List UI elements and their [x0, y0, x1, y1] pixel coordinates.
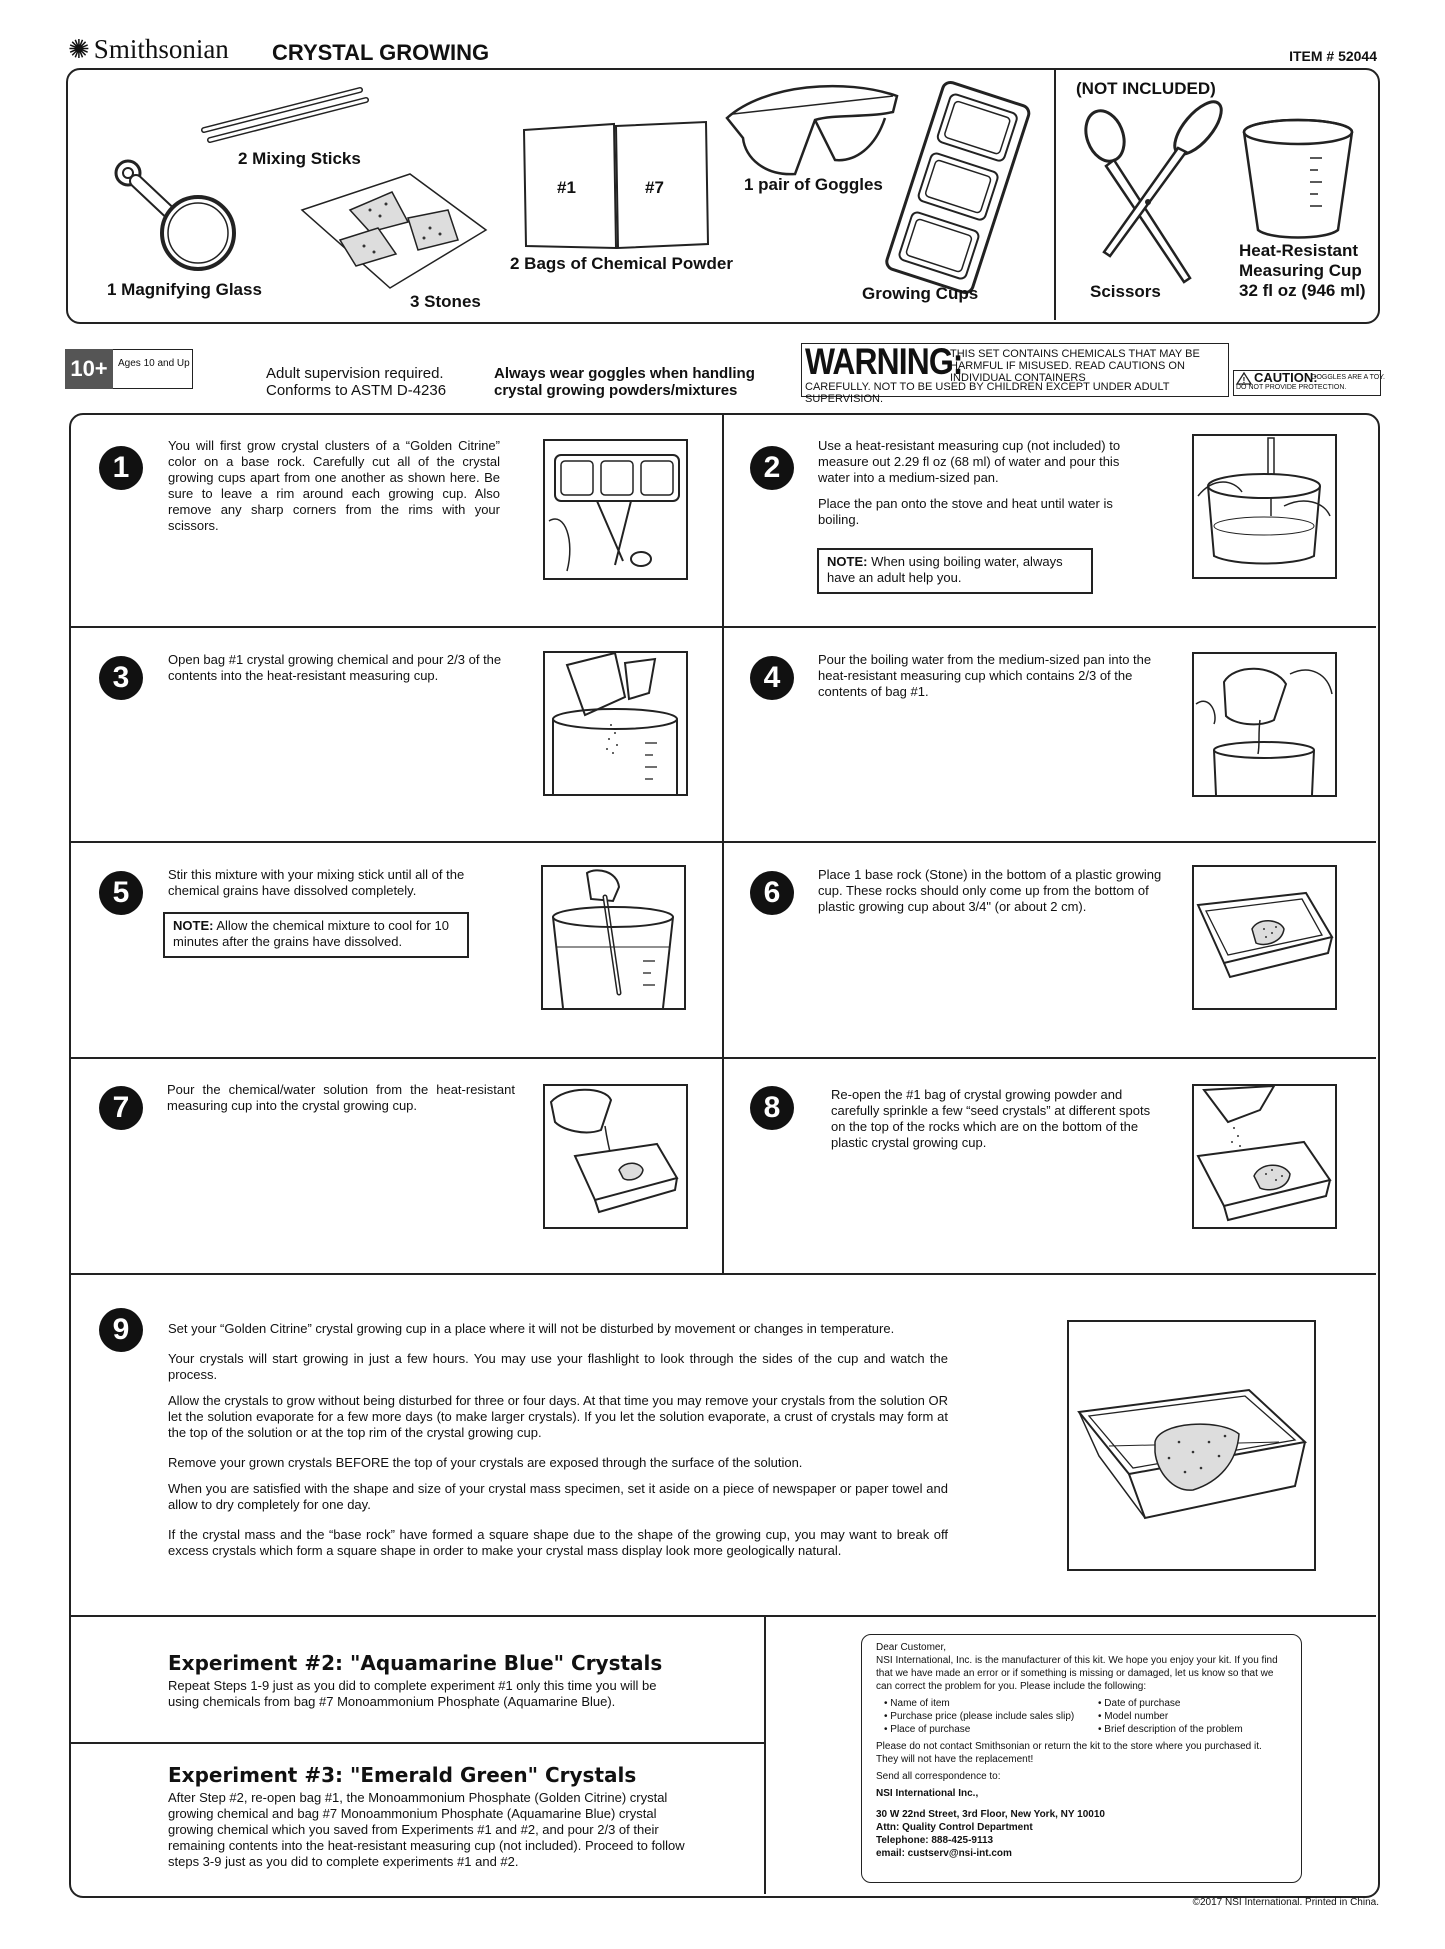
step-8-illustration — [1192, 1084, 1337, 1229]
step-5-illustration — [541, 865, 686, 1010]
step-5-text: Stir this mixture with your mixing stick until all of the chemical grains have dissolved completely. — [168, 867, 465, 898]
sunburst-icon: ✺ — [68, 35, 90, 64]
goggles-illustration — [725, 78, 900, 178]
measuring-cup-label — [1239, 241, 1366, 301]
step-2-para-2: Place the pan onto the stove and heat until water is boiling. — [818, 496, 1113, 527]
goggles-warning-line1: Always wear goggles when handling — [494, 365, 755, 382]
sprinkle-seed-crystals-drawing — [1194, 1086, 1335, 1227]
not-included-title: (NOT INCLUDED) — [1076, 79, 1216, 98]
warning-bottom-text: CAREFULLY. NOT TO BE USED BY CHILDREN EXCEPT UNDER ADULT SUPERVISION. — [805, 381, 1170, 405]
step-number-6: 6 — [750, 871, 794, 915]
letter-checklist-left — [884, 1697, 1098, 1736]
step-number-9: 9 — [99, 1308, 143, 1352]
brand-logo — [68, 34, 229, 65]
letter-item-model: • Model number — [1098, 1711, 1169, 1722]
row-divider-2 — [69, 841, 1376, 843]
step-9-para-4: Remove your grown crystals BEFORE the top of your crystals are exposed through the surface of the solution. — [168, 1455, 803, 1470]
copyright: ©2017 NSI International. Printed in China. — [1192, 1897, 1379, 1908]
step-9-para-3: Allow the crystals to grow without being disturbed for three or four days. At that time you may remove your crystals from the solution OR let the solution evaporate for a few more days (to make larger crystals). If you let the solution evaporate, a crust of crystals may form at the top of the solution or at the top rim of the crystal growing cup. — [168, 1393, 948, 1440]
measuring-cup-label-line2: Measuring Cup — [1239, 261, 1362, 280]
place-rock-drawing — [1194, 867, 1335, 1008]
kit-label-goggles: 1 pair of Goggles — [744, 175, 883, 194]
age-badge-number: 10+ — [65, 349, 113, 389]
letter-address: 30 W 22nd Street, 3rd Floor, New York, NY 10010 — [876, 1809, 1105, 1820]
caution-side-text: GOGGLES ARE A TOY. — [1311, 374, 1385, 381]
step-number-1: 1 — [99, 446, 143, 490]
page-title: CRYSTAL GROWING — [272, 40, 490, 65]
step-2-text — [818, 438, 1128, 538]
step-4-text: Pour the boiling water from the medium-sized pan into the heat-resistant measuring cup which contains 2/3 of the contents of bag #1. — [818, 652, 1152, 699]
step-7-text: Pour the chemical/water solution from the heat-resistant measuring cup into the crystal growing cup. — [167, 1082, 515, 1113]
step-2-note-label: NOTE: — [827, 554, 868, 569]
item-number: ITEM # 52044 — [1289, 48, 1377, 64]
letter-item-price: • Purchase price (please include sales slip) — [884, 1711, 1075, 1722]
mixing-sticks-illustration — [200, 82, 370, 142]
step-5-note-label: NOTE: — [173, 918, 214, 933]
pour-boiling-water-drawing — [1194, 654, 1335, 795]
row-divider-4 — [69, 1273, 1376, 1275]
step-2-illustration — [1192, 434, 1337, 579]
growing-cups-illustration — [880, 84, 1040, 294]
kit-divider — [1054, 70, 1056, 320]
goggles-warning — [494, 365, 755, 399]
caution-text: DO NOT PROVIDE PROTECTION. — [1236, 384, 1347, 391]
kit-label-chemical-bags: 2 Bags of Chemical Powder — [510, 254, 733, 273]
svg-text:!: ! — [1242, 376, 1246, 385]
step-4-illustration — [1192, 652, 1337, 797]
supervision-line2: Conforms to ASTM D-4236 — [266, 382, 447, 399]
letter-send-to: Send all correspondence to: — [876, 1771, 1001, 1782]
step-6-text: Place 1 base rock (Stone) in the bottom of a plastic growing cup. These rocks should only come up from the bottom of plastic growing cup about 3/4" (or about 2 cm). — [818, 867, 1162, 914]
letter-company: NSI International Inc., — [876, 1788, 979, 1799]
row-divider-5 — [69, 1615, 1376, 1617]
scissors-label: Scissors — [1090, 282, 1161, 301]
step-6-illustration — [1192, 865, 1337, 1010]
warning-text: THIS SET CONTAINS CHEMICALS THAT MAY BE HARMFUL IF MISUSED. READ CAUTIONS ON INDIVIDUAL CONTAINERS — [950, 348, 1200, 384]
letter-phone: Telephone: 888-425-9113 — [876, 1835, 994, 1846]
step-9-para-2: Your crystals will start growing in just a few hours. You may use your flashlight to look through the sides of the cup and watch the process. — [168, 1351, 948, 1382]
experiments-row-divider — [69, 1742, 764, 1744]
step-1-text: You will first grow crystal clusters of a “Golden Citrine” color on a base rock. Carefully cut all of the crystal growing cups apart from one another as shown here. Be sure to leave a rim around each growing cup. Also remove any sharp corners from the rims with your scissors. — [168, 438, 500, 533]
steps-center-divider — [722, 413, 724, 1274]
letter-greeting: Dear Customer, — [876, 1642, 947, 1653]
magnifying-glass-illustration — [108, 155, 248, 275]
step-2-note-text: When using boiling water, always have an adult help you. — [827, 554, 1063, 585]
step-9-illustration — [1067, 1320, 1316, 1571]
letter-intro: NSI International, Inc. is the manufacturer of this kit. We hope you enjoy your kit. If you find that we have made an error or if something is missing or damaged, let us know so that we can correct the problem for you. Please include the following: — [876, 1655, 1278, 1692]
step-9-para-1: Set your “Golden Citrine” crystal growing cup in a place where it will not be disturbed by movement or changes in temperature. — [168, 1321, 895, 1336]
measuring-cup-label-line1: Heat-Resistant — [1239, 241, 1359, 260]
measuring-cup-illustration — [1240, 118, 1360, 240]
scissors-illustration — [1080, 106, 1230, 286]
step-5-note-text: Allow the chemical mixture to cool for 10 minutes after the grains have dissolved. — [173, 918, 450, 949]
step-9-text — [168, 1321, 948, 1569]
warning-title: WARNING: — [805, 341, 963, 382]
step-9-para-5: When you are satisfied with the shape and size of your crystal mass specimen, set it aside on a piece of newspaper or paper towel and allow to dry completely for one day. — [168, 1481, 948, 1512]
letter-item-place: • Place of purchase — [884, 1724, 971, 1735]
letter-checklist-right — [1098, 1697, 1243, 1736]
step-3-illustration — [543, 651, 688, 796]
letter-item-description: • Brief description of the problem — [1098, 1724, 1243, 1735]
letter-email[interactable]: email: custserv@nsi-int.com — [876, 1848, 1012, 1859]
kit-label-growing-cups: Growing Cups — [862, 284, 979, 303]
experiment-2-title: Experiment #2: "Aquamarine Blue" Crystals — [168, 1651, 663, 1675]
letter-notice: Please do not contact Smithsonian or return the kit to the store where you purchased it. They will not have the replacement! — [876, 1741, 1262, 1765]
experiment-2-text: Repeat Steps 1-9 just as you did to complete experiment #1 only this time you will be using chemicals from bag #7 Monoammonium Phosphate (Aquamarine Blue). — [168, 1678, 657, 1709]
letter-attention: Attn: Quality Control Department — [876, 1822, 1033, 1833]
cut-cups-drawing — [545, 441, 686, 578]
step-7-illustration — [543, 1084, 688, 1229]
age-badge-text: Ages 10 and Up — [118, 358, 190, 369]
step-5-note — [163, 912, 469, 958]
step-number-2: 2 — [750, 446, 794, 490]
stir-mixture-drawing — [543, 867, 684, 1008]
brand-name: Smithsonian — [93, 34, 229, 64]
row-divider-3 — [69, 1057, 1376, 1059]
step-2-para-1: Use a heat-resistant measuring cup (not included) to measure out 2.29 fl oz (68 ml) of water and pour this water into a medium-sized pan. — [818, 438, 1121, 485]
experiment-3-text: After Step #2, re-open bag #1, the Monoammonium Phosphate (Golden Citrine) crystal growing chemical and bag #7 Monoammonium Phosphate (Aquamarine Blue) crystal growing chemical which you saved from Experiments #1 and #2, and pour 2/3 of their remaining contents into the heat-resistant measuring cup (not included). Proceed to follow steps 3-9 just as you did to complete experiments #1 and #2. — [168, 1790, 685, 1869]
customer-letter-body — [876, 1641, 1286, 1860]
letter-item-name: • Name of item — [884, 1698, 950, 1709]
bag-label-7: #7 — [645, 178, 664, 197]
step-1-illustration — [543, 439, 688, 580]
chemical-bags-illustration — [520, 122, 720, 252]
growing-crystal-cup-drawing — [1069, 1322, 1314, 1569]
step-2-note — [817, 548, 1093, 594]
caution-title: CAUTION: — [1254, 370, 1318, 385]
experiment-3-title: Experiment #3: "Emerald Green" Crystals — [168, 1763, 637, 1787]
pour-water-drawing — [1194, 436, 1335, 577]
step-number-5: 5 — [99, 871, 143, 915]
supervision-note — [266, 365, 446, 399]
experiments-divider — [764, 1615, 766, 1894]
goggles-warning-line2: crystal growing powders/mixtures — [494, 382, 738, 399]
stones-illustration — [300, 170, 490, 290]
step-number-8: 8 — [750, 1086, 794, 1130]
step-3-text: Open bag #1 crystal growing chemical and pour 2/3 of the contents into the heat-resistant measuring cup. — [168, 652, 502, 683]
pour-powder-drawing — [545, 653, 686, 794]
measuring-cup-label-line3: 32 fl oz (946 ml) — [1239, 281, 1366, 300]
kit-label-stones: 3 Stones — [410, 292, 481, 311]
kit-label-mixing-sticks: 2 Mixing Sticks — [238, 149, 361, 168]
row-divider-1 — [69, 626, 1376, 628]
letter-checklist — [884, 1697, 1286, 1736]
letter-item-date: • Date of purchase — [1098, 1698, 1181, 1709]
step-number-3: 3 — [99, 656, 143, 700]
step-9-para-6: If the crystal mass and the “base rock” have formed a square shape due to the shape of the growing cup, you may want to break off excess crystals which form a square shape in order to make your crystal mass display look more geologically natural. — [168, 1527, 948, 1558]
step-number-7: 7 — [99, 1086, 143, 1130]
pour-solution-drawing — [545, 1086, 686, 1227]
step-8-text: Re-open the #1 bag of crystal growing powder and carefully sprinkle a few “seed crystals” at different spots on the top of the rocks which are on the bottom of the plastic crystal growing cup. — [831, 1087, 1151, 1150]
bag-label-1: #1 — [557, 178, 576, 197]
step-number-4: 4 — [750, 656, 794, 700]
kit-label-magnifying-glass: 1 Magnifying Glass — [107, 280, 262, 299]
supervision-line1: Adult supervision required. — [266, 365, 444, 382]
